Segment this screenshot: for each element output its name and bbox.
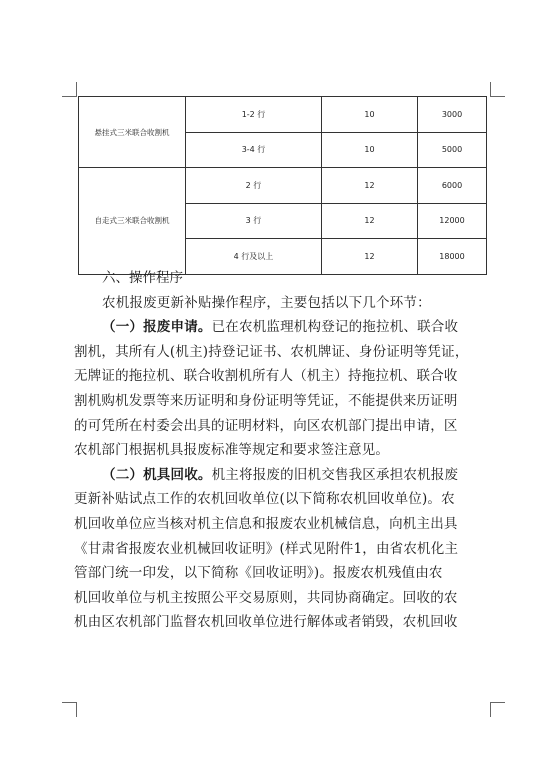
crop-mark-top-left: [62, 82, 77, 97]
spec-cell: 3 行: [186, 203, 322, 239]
years-cell: 12: [322, 239, 418, 275]
section-heading: 六、操作程序: [102, 270, 183, 286]
step1-line: 无牌证的拖拉机、联合收割机所有人（机主）持拖拉机、联合收: [74, 368, 458, 385]
intro-paragraph: 农机报废更新补贴操作程序，主要包括以下几个环节：: [102, 294, 431, 311]
step2-line: 《甘肃省报废农业机械回收证明》(样式见附件1，由省农机化主: [74, 540, 459, 557]
step2-line: 机由区农机部门监督农机回收单位进行解体或者销毁，农机回收: [74, 614, 458, 631]
years-cell: 12: [322, 168, 418, 204]
crop-mark-top-right: [490, 82, 505, 97]
step1-line: 的可凭所在村委会出具的证明材料，向区农机部门提出申请，区: [74, 417, 458, 434]
step1-line: 已在农机监理机构登记的拖拉机、联合收: [211, 319, 459, 336]
table-row: [79, 97, 487, 133]
table-row: [79, 168, 487, 204]
step1-line: 割机购机发票等来历证明和身份证明等凭证，不能提供来历证明: [74, 392, 458, 409]
amount-cell: 18000: [418, 239, 487, 275]
years-cell: 12: [322, 203, 418, 239]
spec-cell: 1-2 行: [186, 97, 322, 133]
amount-cell: 12000: [418, 203, 487, 239]
step2-line: 机回收单位应当核对机主信息和报废农业机械信息，向机主出具: [74, 515, 458, 532]
step2-line: 管部门统一印发，以下简称《回收证明》)。报废农机残值由农: [74, 565, 443, 582]
step2-line: 机主将报废的旧机交售我区承担农机报废: [211, 466, 459, 483]
spec-cell: 4 行及以上: [186, 239, 322, 275]
machine-type-cell: 自走式三米联合收割机: [79, 168, 186, 275]
amount-cell: 6000: [418, 168, 487, 204]
step1-paragraph: [74, 315, 494, 463]
step2-paragraph: [74, 463, 494, 635]
crop-mark-bottom-right: [490, 702, 505, 717]
step1-line: 农机部门根据机具报废标准等规定和要求签注意见。: [74, 442, 390, 459]
crop-mark-bottom-left: [62, 702, 77, 717]
amount-cell: 3000: [418, 97, 487, 133]
step2-title: （二）机具回收。: [102, 466, 212, 483]
years-cell: 10: [322, 132, 418, 168]
step2-line: 机回收单位与机主按照公平交易原则，共同协商确定。回收的农: [74, 589, 458, 606]
machine-type-cell: 悬挂式三米联合收割机: [79, 97, 186, 168]
step2-line: 更新补贴试点工作的农机回收单位(以下简称农机回收单位)。农: [74, 491, 455, 508]
step2-first-line: [74, 463, 494, 488]
step1-title: （一）报废申请。: [102, 319, 212, 336]
document-body: [74, 266, 494, 635]
amount-cell: 5000: [418, 132, 487, 168]
step1-line: 割机，其所有人(机主)持登记证书、农机牌证、身份证明等凭证，: [74, 343, 469, 360]
step1-first-line: [74, 315, 494, 340]
spec-cell: 3-4 行: [186, 132, 322, 168]
subsidy-table: [78, 96, 487, 275]
spec-cell: 2 行: [186, 168, 322, 204]
years-cell: 10: [322, 97, 418, 133]
